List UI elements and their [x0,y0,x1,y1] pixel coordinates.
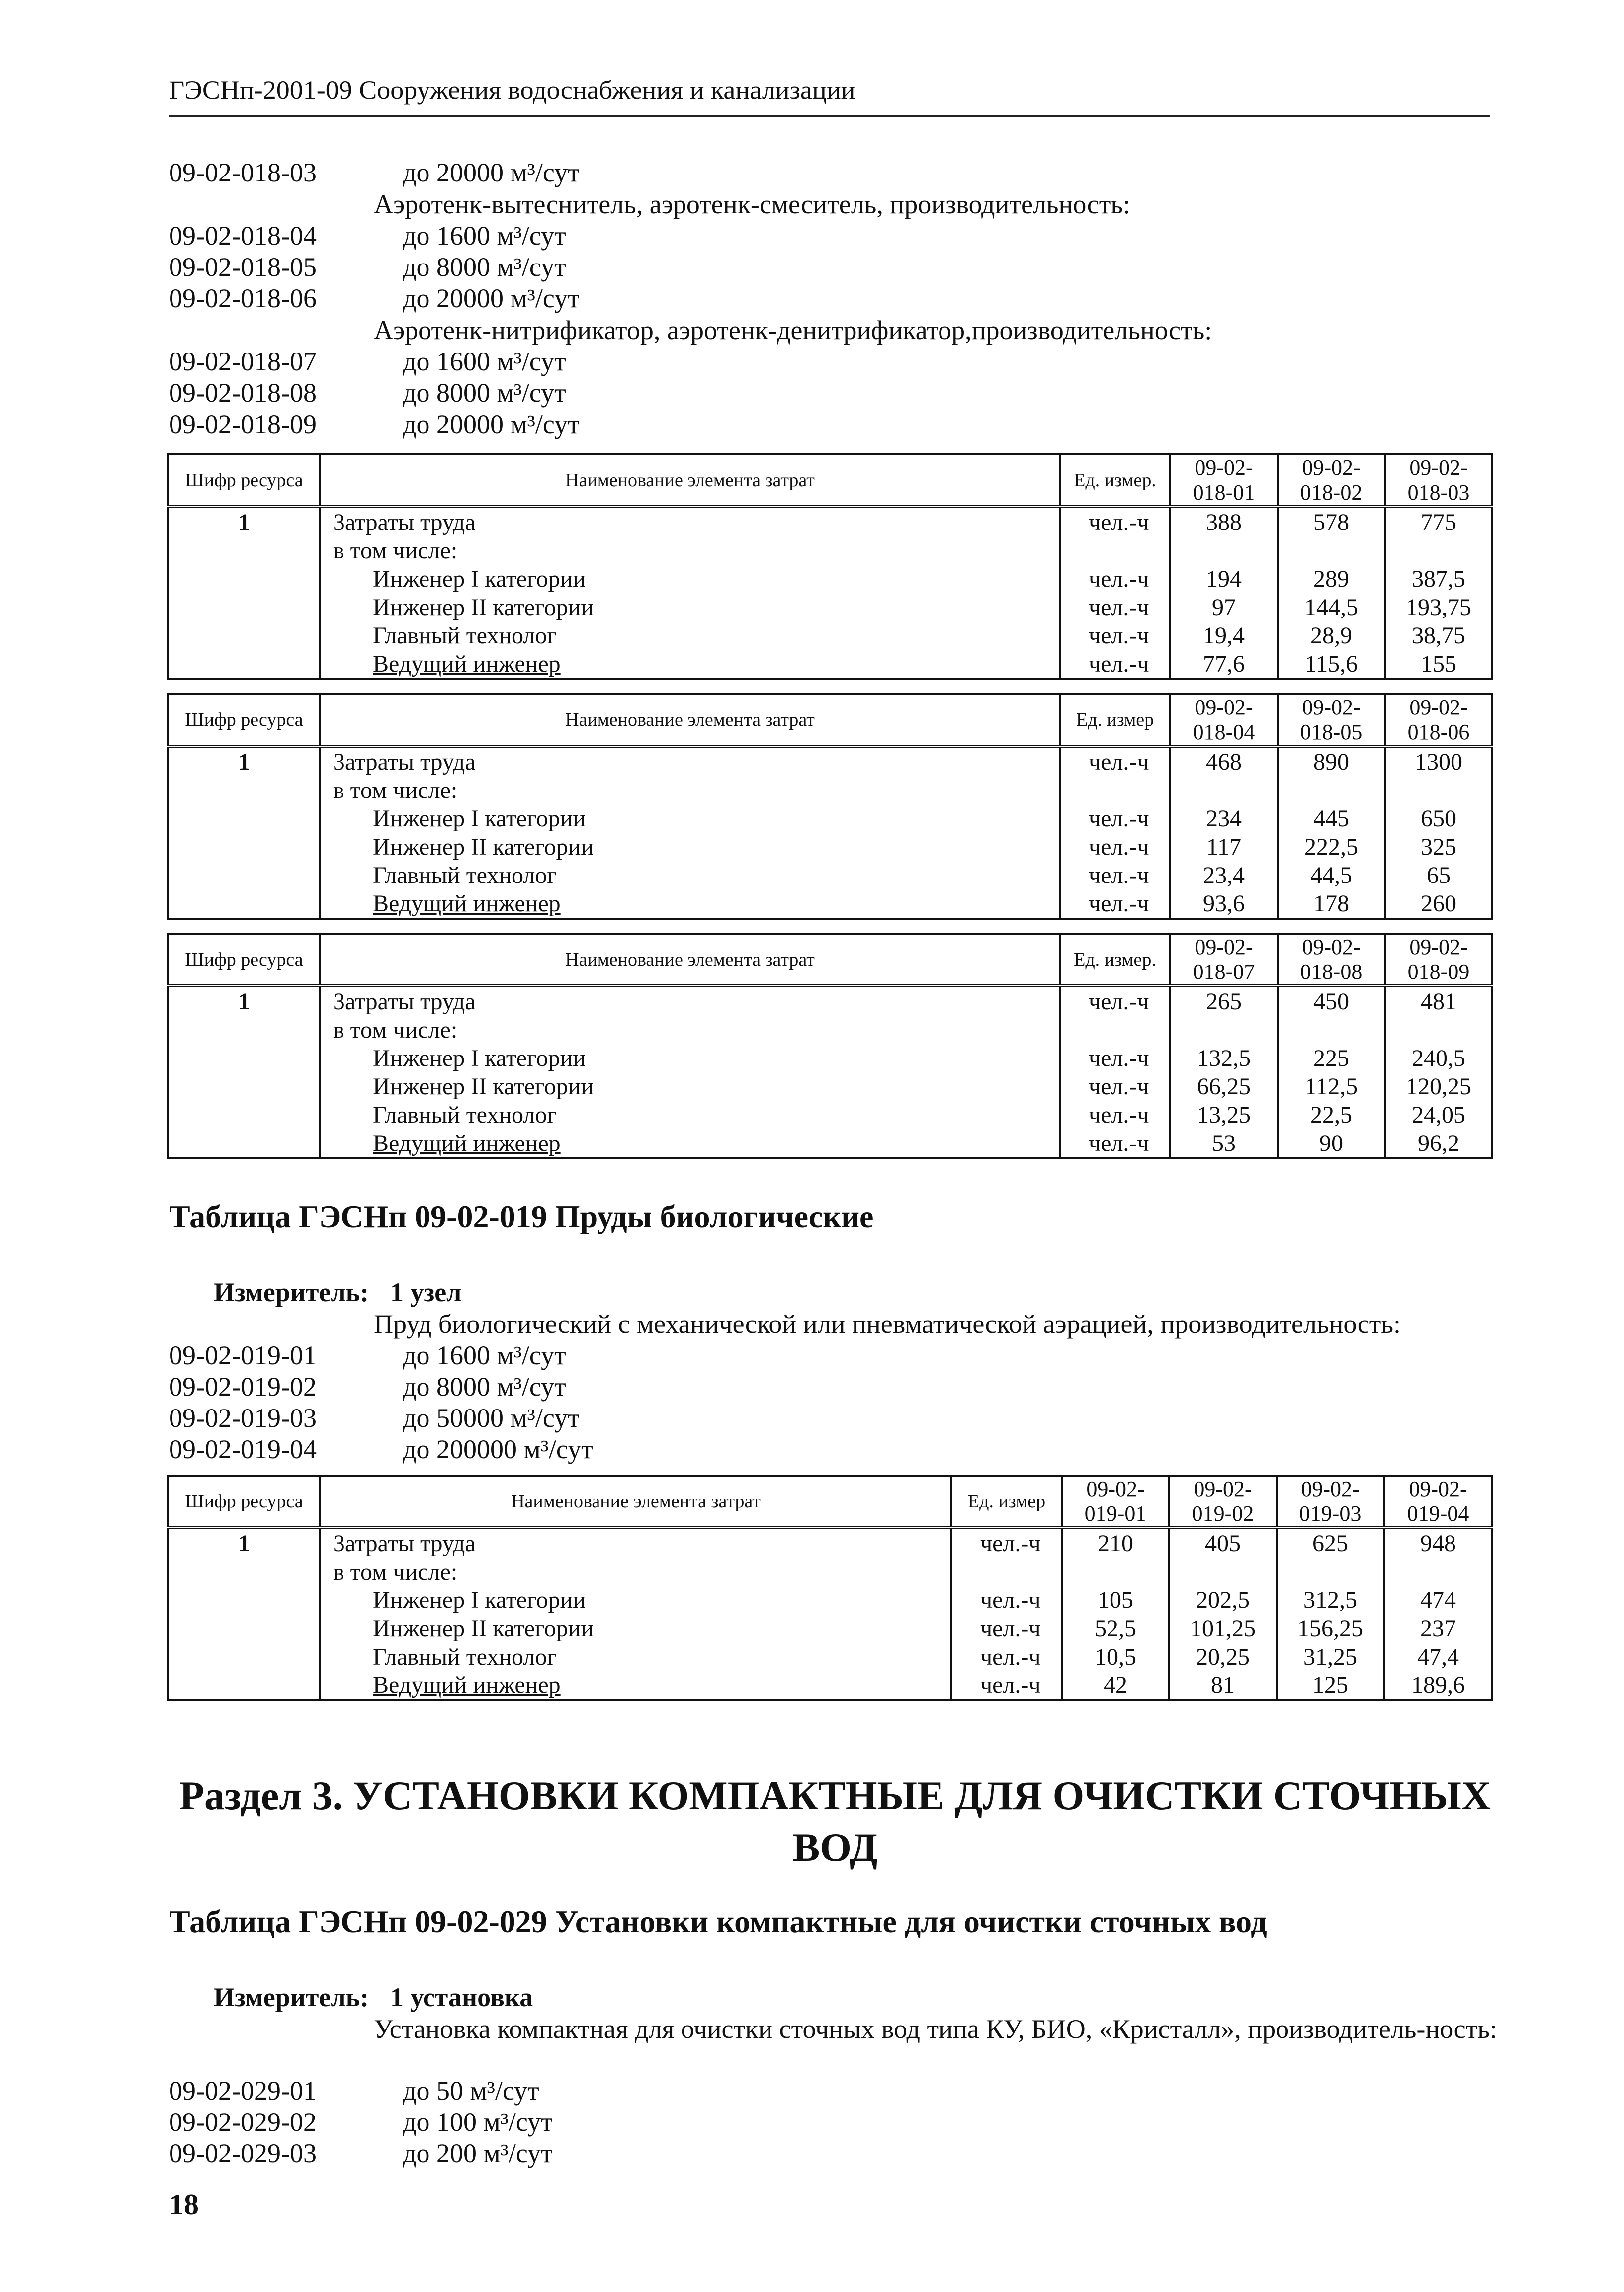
col-norm-code: 09-02- 019-04 [1384,1476,1492,1528]
item-value: до 8000 м³/сут [403,378,566,408]
item-code: 09-02-018-05 [169,252,317,282]
value-cell: 325 [1385,833,1492,861]
cost-element-cell: Инженер I категории [320,565,1060,593]
item-value: до 200000 м³/сут [403,1434,593,1464]
col-norm-code: 09-02- 019-02 [1169,1476,1277,1528]
unit-cell: чел.-ч [1060,861,1170,889]
value-cell: 388 [1170,507,1278,536]
value-cell: 125 [1277,1671,1384,1700]
col-norm-code: 09-02- 018-01 [1170,454,1278,507]
unit-cell: чел.-ч [1060,804,1170,833]
value-cell: 194 [1170,565,1278,593]
cost-element-cell: Затраты труда [320,507,1060,536]
unit-cell: чел.-ч [951,1643,1062,1671]
section-heading [169,1770,1501,1873]
cost-element-cell: Ведущий инженер [320,650,1060,679]
resource-code-cell: 1 [168,746,320,776]
item-value: до 1600 м³/сут [403,221,566,251]
value-cell: 234 [1170,804,1278,833]
value-cell: 225 [1278,1044,1385,1072]
list-item [169,1403,580,1433]
cost-element-cell: Затраты труда [320,1528,951,1558]
item-value: до 100 м³/сут [403,2107,553,2137]
meter-label: Измеритель: [214,1277,369,1307]
value-cell: 289 [1278,565,1385,593]
cost-element-cell: Главный технолог [320,1101,1060,1129]
table-row [168,1016,1492,1044]
table-row [168,536,1492,565]
item-value: до 20000 м³/сут [403,158,580,187]
value-cell: 210 [1062,1528,1169,1558]
cost-table [167,933,1493,1159]
cost-element-cell: Инженер I категории [320,1044,1060,1072]
value-cell: 31,25 [1277,1643,1384,1671]
list-item [169,2107,553,2137]
item-value: до 1600 м³/сут [403,347,566,376]
header-divider [169,115,1490,117]
value-cell: 93,6 [1170,889,1278,919]
value-cell: 450 [1278,986,1385,1016]
cost-element-cell: Затраты труда [320,986,1060,1016]
value-cell: 53 [1170,1129,1278,1158]
cost-element-cell: Главный технолог [320,1643,951,1671]
value-cell: 890 [1278,746,1385,776]
meter-line [214,1277,461,1308]
table-title: Таблица ГЭСНп 09-02-019 Пруды биологические [169,1199,874,1234]
section-heading-line: ВОД [792,1825,878,1870]
unit-cell: чел.-ч [951,1671,1062,1700]
value-cell: 156,25 [1277,1614,1384,1643]
value-cell: 47,4 [1384,1643,1492,1671]
value-cell: 237 [1384,1614,1492,1643]
col-cost-element: Наименование элемента затрат [320,934,1060,986]
value-cell: 202,5 [1169,1586,1277,1614]
value-cell: 115,6 [1278,650,1385,679]
list-item [169,283,580,314]
unit-cell: чел.-ч [1060,1044,1170,1072]
value-cell: 265 [1170,986,1278,1016]
table-title: Таблица ГЭСНп 09-02-029 Установки компактные для очистки сточных вод [169,1904,1267,1939]
value-cell: 13,25 [1170,1101,1278,1129]
value-cell: 387,5 [1385,565,1492,593]
unit-cell: чел.-ч [951,1586,1062,1614]
value-cell: 578 [1278,507,1385,536]
value-cell: 178 [1278,889,1385,919]
table-row [168,804,1492,833]
table-row [168,1558,1492,1586]
value-cell: 20,25 [1169,1643,1277,1671]
table-row [168,1643,1492,1671]
cost-table [167,693,1493,920]
col-unit: Ед. измер. [1060,454,1170,507]
meter-value: 1 установка [390,1982,533,2012]
unit-cell: чел.-ч [1060,833,1170,861]
value-cell: 625 [1277,1528,1384,1558]
unit-cell: чел.-ч [1060,1129,1170,1158]
meter-value: 1 узел [390,1277,462,1307]
item-value: до 50000 м³/сут [403,1403,580,1433]
item-value: до 20000 м³/сут [403,409,580,439]
item-code: 09-02-018-04 [169,221,317,251]
value-cell: 481 [1385,986,1492,1016]
group-heading: Пруд биологический с механической или пневматической аэрацией, производительность: [374,1309,1401,1339]
value-cell: 474 [1384,1586,1492,1614]
item-value: до 50 м³/сут [403,2076,539,2106]
cost-element-cell: в том числе: [320,1016,1060,1044]
list-item [169,1340,566,1371]
col-cost-element: Наименование элемента затрат [320,694,1060,746]
cost-element-cell: в том числе: [320,536,1060,565]
col-norm-code: 09-02- 019-01 [1062,1476,1169,1528]
section-heading-line: Раздел 3. УСТАНОВКИ КОМПАКТНЫЕ ДЛЯ ОЧИСТКИ СТОЧНЫХ [179,1773,1491,1818]
item-code: 09-02-018-08 [169,378,317,408]
table-row [168,1044,1492,1072]
value-cell: 260 [1385,889,1492,919]
group-heading: Установка компактная для очистки сточных вод типа КУ, БИО, «Кристалл», производитель-ность: [374,2014,1497,2044]
table-row [168,1586,1492,1614]
unit-cell: чел.-ч [1060,1072,1170,1101]
item-code: 09-02-029-02 [169,2107,317,2137]
unit-cell: чел.-ч [1060,889,1170,919]
item-code: 09-02-019-04 [169,1434,317,1464]
col-norm-code: 09-02- 018-07 [1170,934,1278,986]
value-cell: 77,6 [1170,650,1278,679]
value-cell: 468 [1170,746,1278,776]
col-norm-code: 09-02- 018-03 [1385,454,1492,507]
value-cell: 775 [1385,507,1492,536]
list-item [169,220,566,251]
item-value: до 1600 м³/сут [403,1340,566,1370]
table-row [168,986,1492,1016]
value-cell: 97 [1170,593,1278,621]
value-cell: 96,2 [1385,1129,1492,1158]
cost-element-cell: Ведущий инженер [320,889,1060,919]
cost-element-cell: Ведущий инженер [320,1129,1060,1158]
list-item [169,377,566,408]
unit-cell: чел.-ч [1060,650,1170,679]
value-cell: 10,5 [1062,1643,1169,1671]
resource-code-cell: 1 [168,507,320,536]
value-cell: 189,6 [1384,1671,1492,1700]
list-item [169,1371,566,1402]
cost-element-cell: Инженер II категории [320,833,1060,861]
table-row [168,507,1492,536]
value-cell: 155 [1385,650,1492,679]
item-code: 09-02-018-07 [169,347,317,376]
value-cell: 132,5 [1170,1044,1278,1072]
col-unit: Ед. измер. [1060,934,1170,986]
value-cell: 81 [1169,1671,1277,1700]
cost-element-cell: Инженер II категории [320,1614,951,1643]
item-code: 09-02-018-09 [169,409,317,439]
col-norm-code: 09-02- 019-03 [1277,1476,1384,1528]
item-value: до 8000 м³/сут [403,1372,566,1402]
value-cell: 22,5 [1278,1101,1385,1129]
cost-table [167,1475,1493,1701]
cost-element-cell: Инженер I категории [320,804,1060,833]
value-cell: 44,5 [1278,861,1385,889]
list-item [169,2138,553,2169]
value-cell: 445 [1278,804,1385,833]
value-cell: 120,25 [1385,1072,1492,1101]
table-row [168,1129,1492,1158]
cost-element-cell: Инженер I категории [320,1586,951,1614]
value-cell: 42 [1062,1671,1169,1700]
table-row [168,861,1492,889]
col-resource-code: Шифр ресурса [168,1476,320,1528]
table-row [168,593,1492,621]
col-norm-code: 09-02- 018-06 [1385,694,1492,746]
col-norm-code: 09-02- 018-08 [1278,934,1385,986]
col-cost-element: Наименование элемента затрат [320,454,1060,507]
value-cell: 19,4 [1170,621,1278,650]
value-cell: 193,75 [1385,593,1492,621]
unit-cell: чел.-ч [1060,746,1170,776]
value-cell: 948 [1384,1528,1492,1558]
value-cell: 28,9 [1278,621,1385,650]
meter-line [214,1982,533,2013]
item-code: 09-02-029-01 [169,2076,317,2106]
unit-cell: чел.-ч [1060,565,1170,593]
col-unit: Ед. измер [951,1476,1062,1528]
value-cell: 90 [1278,1129,1385,1158]
cost-element-cell: Инженер II категории [320,1072,1060,1101]
value-cell: 405 [1169,1528,1277,1558]
table-row [168,1101,1492,1129]
value-cell: 38,75 [1385,621,1492,650]
item-value: до 20000 м³/сут [403,283,580,313]
item-code: 09-02-029-03 [169,2138,317,2168]
col-norm-code: 09-02- 018-02 [1278,454,1385,507]
col-cost-element: Наименование элемента затрат [320,1476,951,1528]
unit-cell: чел.-ч [951,1528,1062,1558]
value-cell: 117 [1170,833,1278,861]
list-item [169,409,580,440]
value-cell: 312,5 [1277,1586,1384,1614]
list-item [169,157,580,188]
resource-code-cell: 1 [168,986,320,1016]
group-heading: Аэротенк-вытеснитель, аэротенк-смеситель, производительность: [374,189,1130,219]
cost-element-cell: в том числе: [320,776,1060,804]
list-item [169,346,566,377]
cost-element-cell: Главный технолог [320,861,1060,889]
unit-cell: чел.-ч [951,1614,1062,1643]
page-number: 18 [169,2188,199,2221]
unit-cell: чел.-ч [1060,1101,1170,1129]
list-item [169,2075,539,2106]
table-row [168,1614,1492,1643]
item-code: 09-02-019-02 [169,1372,317,1402]
table-row [168,1072,1492,1101]
table-row [168,833,1492,861]
col-resource-code: Шифр ресурса [168,934,320,986]
value-cell: 65 [1385,861,1492,889]
table-row [168,889,1492,919]
unit-cell: чел.-ч [1060,986,1170,1016]
table-row [168,1671,1492,1700]
value-cell: 144,5 [1278,593,1385,621]
unit-cell: чел.-ч [1060,621,1170,650]
cost-table [167,453,1493,680]
col-norm-code: 09-02- 018-09 [1385,934,1492,986]
col-unit: Ед. измер [1060,694,1170,746]
value-cell: 52,5 [1062,1614,1169,1643]
cost-element-cell: Затраты труда [320,746,1060,776]
value-cell: 23,4 [1170,861,1278,889]
cost-element-cell: Главный технолог [320,621,1060,650]
value-cell: 1300 [1385,746,1492,776]
unit-cell: чел.-ч [1060,593,1170,621]
item-code: 09-02-019-03 [169,1403,317,1433]
list-item [169,1434,593,1465]
col-norm-code: 09-02- 018-04 [1170,694,1278,746]
value-cell: 24,05 [1385,1101,1492,1129]
value-cell: 240,5 [1385,1044,1492,1072]
list-item [169,252,566,282]
cost-element-cell: Ведущий инженер [320,1671,951,1700]
item-code: 09-02-019-01 [169,1340,317,1370]
table-row [168,650,1492,679]
value-cell: 650 [1385,804,1492,833]
table-row [168,1528,1492,1558]
table-row [168,746,1492,776]
item-code: 09-02-018-03 [169,158,317,187]
meter-label: Измеритель: [214,1982,369,2012]
unit-cell: чел.-ч [1060,507,1170,536]
resource-code-cell: 1 [168,1528,320,1558]
table-row [168,621,1492,650]
value-cell: 101,25 [1169,1614,1277,1643]
group-heading: Аэротенк-нитрификатор, аэротенк-денитрификатор,производительность: [374,315,1212,345]
cost-element-cell: Инженер II категории [320,593,1060,621]
running-header: ГЭСНп-2001-09 Сооружения водоснабжения и канализации [169,75,855,105]
value-cell: 222,5 [1278,833,1385,861]
item-value: до 8000 м³/сут [403,252,566,282]
value-cell: 105 [1062,1586,1169,1614]
table-row [168,565,1492,593]
cost-element-cell: в том числе: [320,1558,951,1586]
value-cell: 112,5 [1278,1072,1385,1101]
value-cell: 66,25 [1170,1072,1278,1101]
col-resource-code: Шифр ресурса [168,454,320,507]
col-norm-code: 09-02- 018-05 [1278,694,1385,746]
col-resource-code: Шифр ресурса [168,694,320,746]
item-value: до 200 м³/сут [403,2138,553,2168]
item-code: 09-02-018-06 [169,283,317,313]
table-row [168,776,1492,804]
